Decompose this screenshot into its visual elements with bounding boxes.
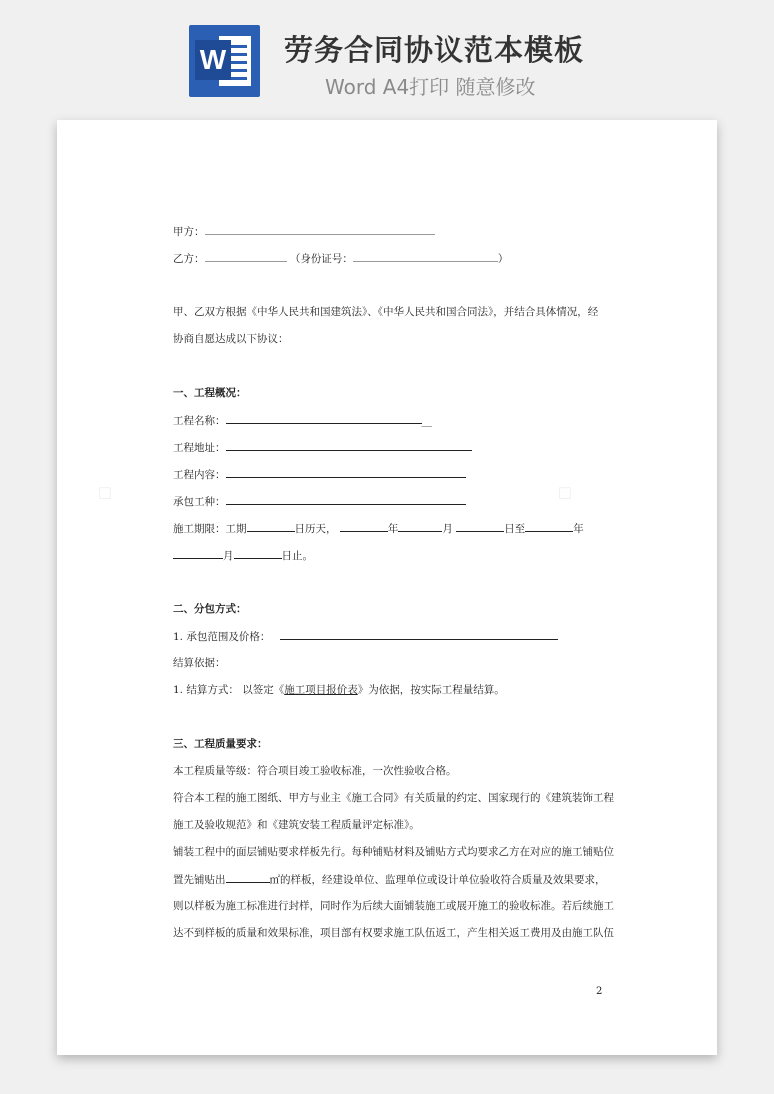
period-line-1 bbox=[173, 521, 584, 536]
year-label: 年 bbox=[387, 523, 399, 535]
settle-basis: 结算依据： bbox=[173, 657, 226, 669]
id-close: ） bbox=[497, 253, 509, 265]
contract-type-line bbox=[173, 494, 466, 509]
period-days: 日历天， bbox=[294, 523, 337, 535]
blank bbox=[398, 521, 442, 532]
party-b-line bbox=[173, 251, 508, 266]
project-addr-label: 工程地址： bbox=[173, 442, 226, 454]
settle-method-line bbox=[173, 683, 505, 697]
id-blank bbox=[353, 251, 498, 262]
project-addr-line bbox=[173, 440, 472, 455]
contract-type-label: 承包工种： bbox=[173, 496, 226, 508]
month-label: 月 bbox=[223, 550, 234, 562]
quality-line-5 bbox=[173, 872, 606, 887]
watermark: ◇ bbox=[550, 477, 581, 508]
intro-line-1: 甲、乙双方根据《中华人民共和国建筑法》、《中华人民共和国合同法》，并结合具体情况，经 bbox=[173, 306, 599, 318]
watermark: ◇ bbox=[90, 477, 121, 508]
document-page bbox=[57, 120, 717, 1055]
section-1-title: 一、工程概况： bbox=[173, 387, 247, 399]
day-end-label: 日止。 bbox=[281, 550, 313, 562]
period-label: 施工期限：工期 bbox=[173, 523, 247, 535]
id-open: （身份证号： bbox=[289, 253, 353, 265]
quality-line-1: 本工程质量等级：符合项目竣工验收标准，一次性验收合格。 bbox=[173, 765, 457, 777]
party-b-label: 乙方： bbox=[173, 253, 205, 265]
word-icon bbox=[189, 25, 260, 97]
project-content-blank bbox=[226, 467, 466, 478]
sample-area-blank bbox=[226, 872, 270, 883]
quality-line-3: 施工及验收规范》和《建筑安装工程质量评定标准》。 bbox=[173, 819, 420, 831]
scope-price-label: 1. 承包范围及价格： bbox=[173, 631, 271, 643]
contract-type-blank bbox=[226, 494, 466, 505]
quality-line-5a: 置先铺贴出 bbox=[173, 874, 226, 886]
blank bbox=[340, 521, 388, 532]
page-number: 2 bbox=[596, 986, 603, 997]
year-label: 年 bbox=[573, 523, 584, 535]
section-3-title: 三、工程质量要求： bbox=[173, 738, 268, 750]
project-content-label: 工程内容： bbox=[173, 469, 226, 481]
party-b-blank bbox=[205, 251, 287, 262]
word-icon-letter: W bbox=[195, 40, 231, 80]
project-addr-blank bbox=[226, 440, 472, 451]
party-a-blank bbox=[205, 224, 435, 235]
quality-line-5b: ㎡的样板，经建设单位、监理单位或设计单位验收符合质量及效果要求， bbox=[269, 874, 606, 886]
project-content-line bbox=[173, 467, 466, 482]
banner-title: 劳务合同协议范本模板 bbox=[284, 33, 585, 67]
party-a-line bbox=[173, 224, 435, 239]
blank bbox=[525, 521, 573, 532]
quality-line-2: 符合本工程的施工图纸、甲方与业主《施工合同》有关质量的约定、国家现行的《建筑装饰工程 bbox=[173, 792, 614, 804]
blank bbox=[234, 548, 282, 559]
quality-line-4: 铺装工程中的面层铺贴要求样板先行。每种铺贴材料及铺贴方式均要求乙方在对应的施工铺贴位 bbox=[173, 846, 614, 858]
banner-subtitle: Word A4打印 随意修改 bbox=[325, 75, 536, 99]
party-a-label: 甲方： bbox=[173, 226, 205, 238]
period-line-2 bbox=[173, 548, 313, 563]
quality-line-6: 则以样板为施工标准进行封样，同时作为后续大面铺装施工或展开施工的验收标准。若后续施工 bbox=[173, 900, 614, 912]
blank bbox=[247, 521, 295, 532]
project-name-label: 工程名称： bbox=[173, 415, 226, 427]
quality-line-7: 达不到样板的质量和效果标准，项目部有权要求施工队伍返工，产生相关返工费用及由施工队伍 bbox=[173, 927, 614, 939]
settle-method-b: 》为依据，按实际工程量结算。 bbox=[357, 684, 505, 696]
day-to-label: 日至 bbox=[504, 523, 526, 535]
scope-price-line bbox=[173, 629, 558, 644]
scope-price-blank bbox=[280, 629, 558, 640]
month-label: 月 bbox=[442, 523, 453, 535]
blank bbox=[173, 548, 223, 559]
quote-table-ref: 施工项目报价表 bbox=[284, 684, 358, 696]
project-name-blank bbox=[226, 413, 422, 424]
section-2-title: 二、分包方式： bbox=[173, 603, 247, 615]
settle-method-a: 1. 结算方式： 以签定《 bbox=[173, 684, 285, 696]
banner bbox=[0, 0, 774, 110]
blank bbox=[456, 521, 504, 532]
project-name-line: 工程名称： __ bbox=[173, 415, 432, 427]
intro-line-2: 协商自愿达成以下协议： bbox=[173, 333, 289, 345]
